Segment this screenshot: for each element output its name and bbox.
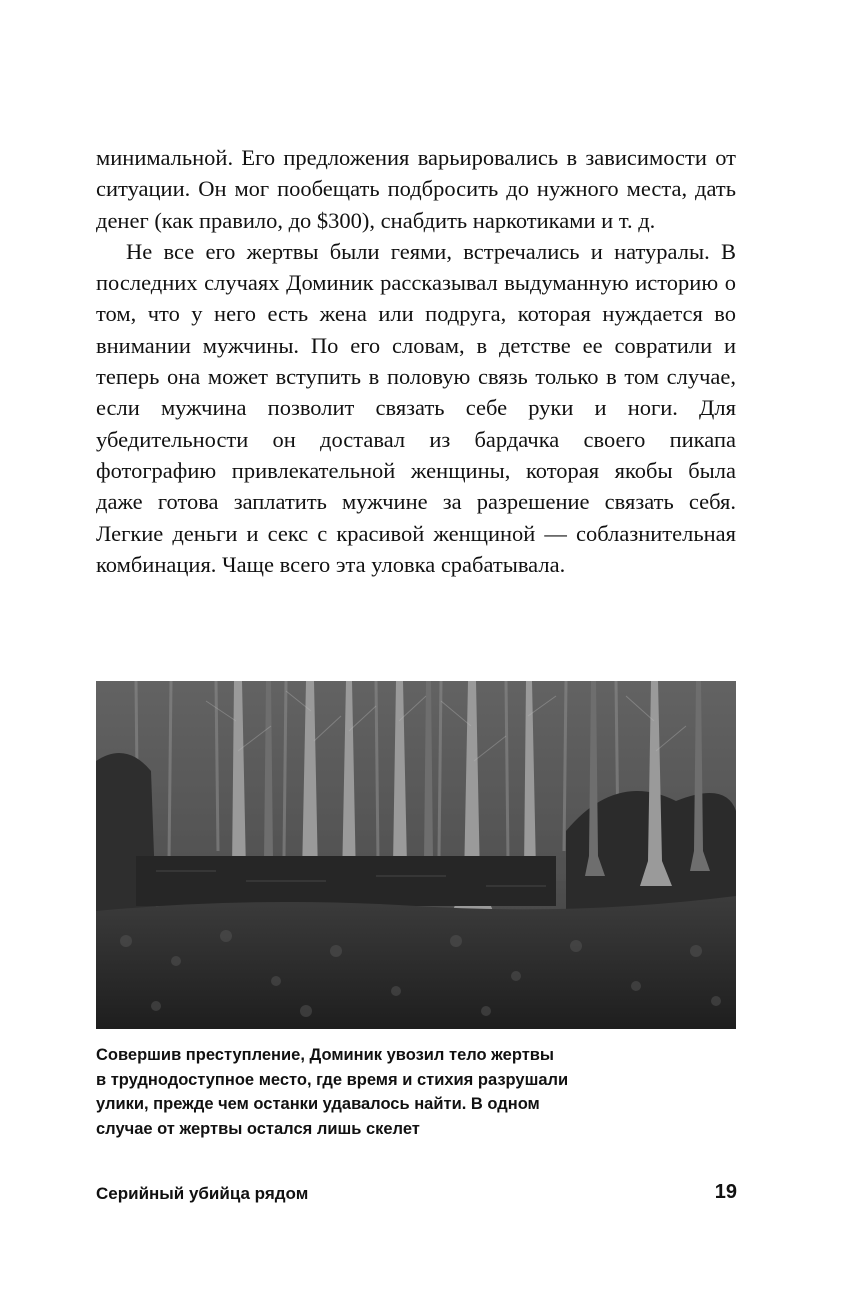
paragraph-2: Не все его жертвы были геями, встречались и натуралы. В последних случаях Доминик рассказывал выдуманную историю о том, что у него есть жена или подруга, которая нуждается во внимании мужчины. По его словам, в детстве ее совратили и теперь она может вступить в половую связь только в том случае, если мужчина позволит связать себе руки и ноги. Для убедительности он доставал из бардачка своего пикапа фотографию привлекательной женщины, которая якобы была даже готова заплатить мужчине за разрешение связать себя. Легкие деньги и секс с красивой женщиной — соблазнительная комбинация. Чаще всего эта уловка срабатывала. xyxy=(96,238,736,577)
running-footer-title: Серийный убийца рядом xyxy=(96,1184,309,1203)
caption-line: случае от жертвы остался лишь скелет xyxy=(96,1119,420,1138)
cypress-swamp-photo xyxy=(96,681,736,1029)
page-number: 19 xyxy=(714,1181,737,1203)
caption-line: улики, прежде чем останки удавалось найти. В одном xyxy=(96,1095,540,1113)
photo-illustration xyxy=(96,681,736,1029)
photo-caption xyxy=(96,1043,656,1141)
caption-line: Совершив преступление, Доминик увозил тело жертвы xyxy=(96,1046,555,1064)
body-text xyxy=(96,142,736,580)
paragraph-1: минимальной. Его предложения варьировались в зависимости от ситуации. Он мог пообещать подбросить до нужного места, дать денег (как правило, до $300), снабдить наркотиками и т. д. xyxy=(96,145,736,233)
caption-line: в труднодоступное место, где время и стихия разрушали xyxy=(96,1070,569,1089)
